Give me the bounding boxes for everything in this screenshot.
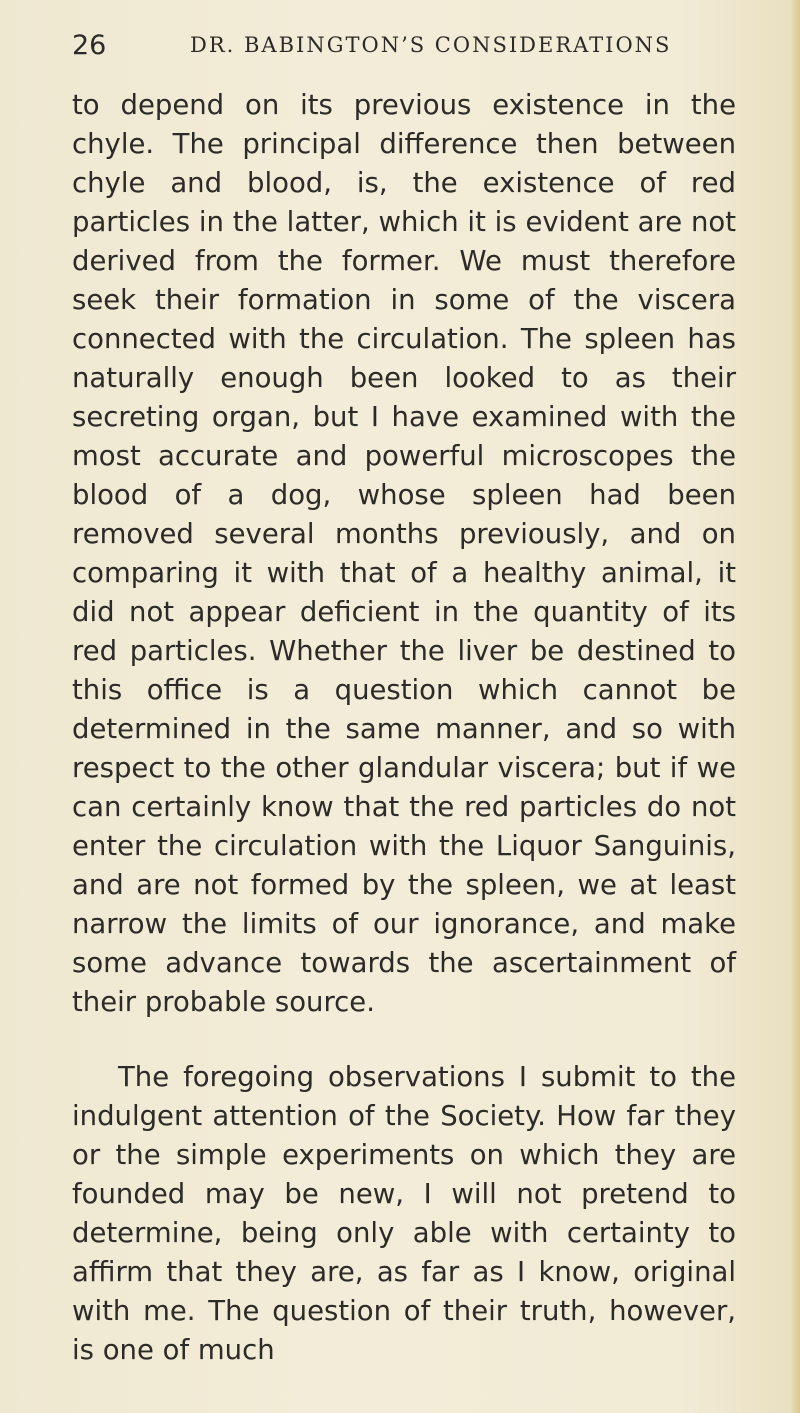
page-edge (790, 0, 800, 1413)
body-text (72, 86, 736, 1370)
page-header (72, 30, 732, 70)
paragraph-1: to depend on its previous existence in the chyle. The principal difference then between chyle and blood, is, the existence of red particles in the latter, which it is evident are not derived from the former. We must therefore seek their formation in some of the viscera connected with the circulation. The spleen has naturally enough been looked to as their secreting organ, but I have examined with the most accurate and powerful microscopes the blood of a dog, whose spleen had been removed several months previously, and on comparing it with that of a healthy animal, it did not appear deficient in the quantity of its red particles. Whether the liver be destined to this office is a question which cannot be determined in the same manner, and so with respect to the other glandular viscera; but if we can certainly know that the red particles do not enter the circulation with the Liquor Sanguinis, and are not formed by the spleen, we at least narrow the limits of our ignorance, and make some advance towards the ascertainment of their probable source. (72, 89, 736, 1018)
paragraph-2: The foregoing observations I submit to the indulgent attention of the Society. How far they or the simple experiments on which they are founded may be new, I will not pretend to determine, being only able with certainty to affirm that they are, as far as I know, original with me. The question of their truth, however, is one of much (72, 1061, 736, 1366)
running-head: DR. BABINGTON’S CONSIDERATIONS (190, 33, 672, 57)
page-number: 26 (72, 30, 107, 61)
